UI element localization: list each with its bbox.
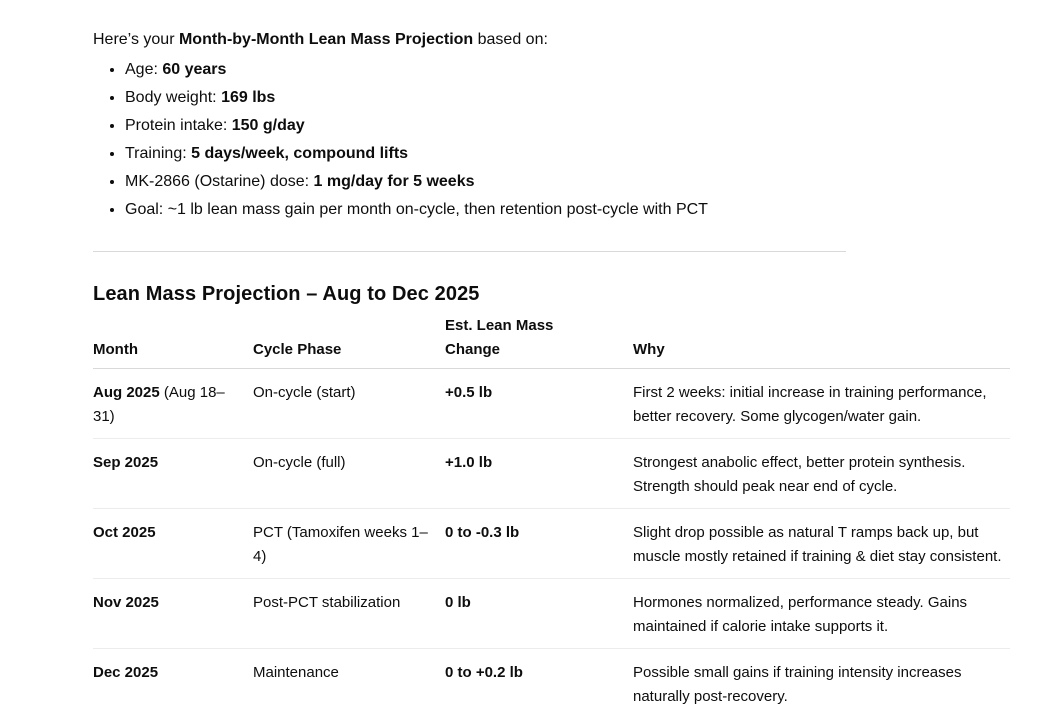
column-header-month: Month <box>93 314 253 369</box>
month-value: Oct 2025 <box>93 524 156 541</box>
table-row <box>93 369 1010 439</box>
month-cell <box>93 509 253 579</box>
bullet-label: Protein intake: <box>125 117 232 134</box>
month-value: Sep 2025 <box>93 454 158 471</box>
table-row <box>93 509 1010 579</box>
bullet-value: 169 lbs <box>221 89 275 106</box>
bullet-value: 1 mg/day for 5 weeks <box>314 173 475 190</box>
phase-cell: On-cycle (full) <box>253 439 445 509</box>
bullet-label: Body weight: <box>125 89 221 106</box>
column-header-est-lean-mass-change: Est. Lean Mass Change <box>445 314 633 369</box>
change-cell <box>445 579 633 649</box>
phase-cell: Maintenance <box>253 649 445 718</box>
table-row <box>93 649 1010 718</box>
why-cell: First 2 weeks: initial increase in training performance, better recovery. Some glycogen/water gain. <box>633 369 1010 439</box>
basis-bullet-list <box>93 56 1058 224</box>
phase-cell: PCT (Tamoxifen weeks 1–4) <box>253 509 445 579</box>
bullet-value: 5 days/week, compound lifts <box>191 145 408 162</box>
month-cell <box>93 369 253 439</box>
list-item <box>125 56 1058 84</box>
month-cell <box>93 649 253 718</box>
intro-suffix: based on: <box>473 31 548 48</box>
why-cell: Possible small gains if training intensity increases naturally post-recovery. <box>633 649 1010 718</box>
change-value: 0 to +0.2 lb <box>445 664 523 681</box>
phase-cell: Post-PCT stabilization <box>253 579 445 649</box>
list-item <box>125 196 1058 224</box>
month-value: Dec 2025 <box>93 664 158 681</box>
horizontal-divider <box>93 251 846 252</box>
section-heading: Lean Mass Projection – Aug to Dec 2025 <box>93 281 1058 307</box>
table-row <box>93 579 1010 649</box>
month-cell <box>93 579 253 649</box>
change-value: +0.5 lb <box>445 384 492 401</box>
why-cell: Strongest anabolic effect, better protein synthesis. Strength should peak near end of cycle. <box>633 439 1010 509</box>
table-row <box>93 439 1010 509</box>
month-note: (Aug 18–31) <box>93 384 225 425</box>
list-item <box>125 84 1058 112</box>
change-cell <box>445 509 633 579</box>
intro-prefix: Here’s your <box>93 31 179 48</box>
change-value: 0 to -0.3 lb <box>445 524 519 541</box>
change-cell <box>445 649 633 718</box>
month-value: Nov 2025 <box>93 594 159 611</box>
list-item <box>125 112 1058 140</box>
intro-paragraph <box>93 26 1058 54</box>
why-cell: Slight drop possible as natural T ramps back up, but muscle mostly retained if training & diet stay consistent. <box>633 509 1010 579</box>
intro-bold-title: Month-by-Month Lean Mass Projection <box>179 31 473 48</box>
column-header-cycle-phase: Cycle Phase <box>253 314 445 369</box>
month-cell <box>93 439 253 509</box>
bullet-label: Goal: ~1 lb lean mass gain per month on-cycle, then retention post-cycle with PCT <box>125 201 708 218</box>
change-value: +1.0 lb <box>445 454 492 471</box>
phase-cell: On-cycle (start) <box>253 369 445 439</box>
list-item <box>125 140 1058 168</box>
bullet-value: 60 years <box>162 61 226 78</box>
projection-table <box>93 314 1010 718</box>
table-header-row <box>93 314 1010 369</box>
bullet-label: Age: <box>125 61 162 78</box>
list-item <box>125 168 1058 196</box>
bullet-value: 150 g/day <box>232 117 305 134</box>
bullet-label: MK-2866 (Ostarine) dose: <box>125 173 314 190</box>
column-header-why: Why <box>633 314 1010 369</box>
change-cell <box>445 369 633 439</box>
month-value: Aug 2025 <box>93 384 160 401</box>
bullet-label: Training: <box>125 145 191 162</box>
change-cell <box>445 439 633 509</box>
change-value: 0 lb <box>445 594 471 611</box>
why-cell: Hormones normalized, performance steady. Gains maintained if calorie intake supports it. <box>633 579 1010 649</box>
